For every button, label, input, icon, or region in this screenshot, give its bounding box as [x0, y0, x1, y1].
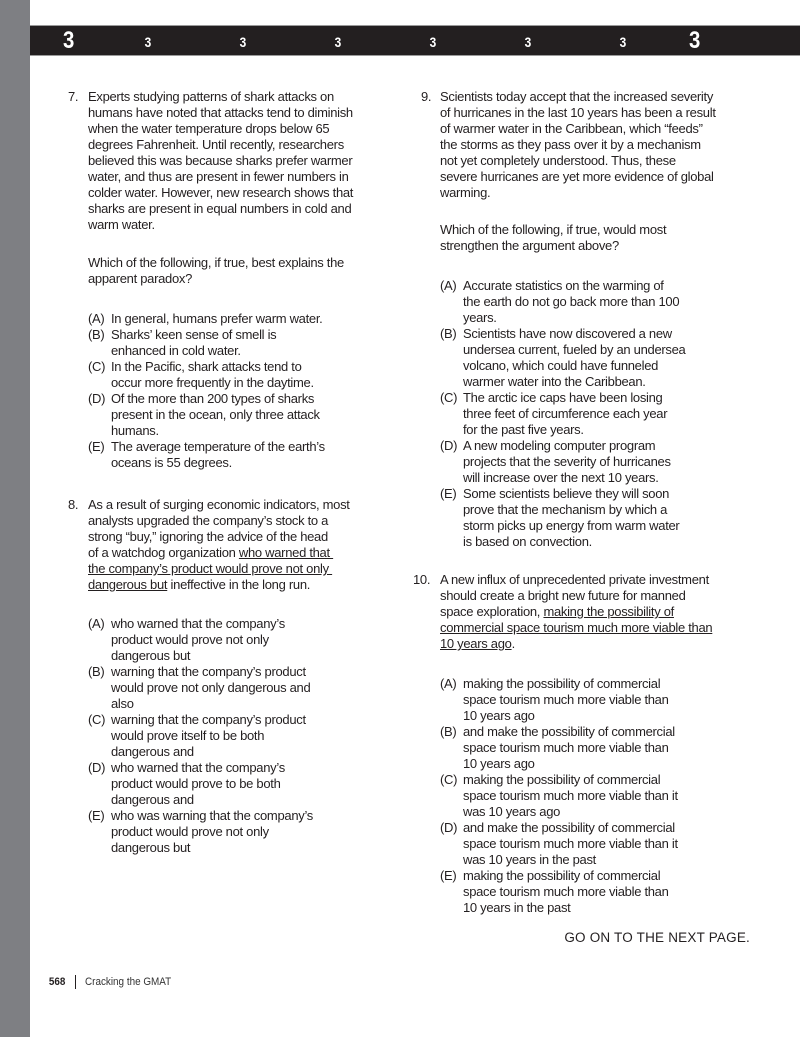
- choice-text: making the possibility of commercial: [463, 772, 661, 787]
- choice-text: volcano, which could have funneled: [463, 358, 659, 373]
- choice-text: space tourism much more viable than it: [463, 836, 678, 851]
- text-segment: ineffective in the long run.: [167, 577, 311, 592]
- choice-label: (D): [440, 820, 458, 835]
- choice-label: (D): [440, 438, 458, 453]
- question-prompt: [440, 222, 666, 254]
- text-segment: strong “buy,” ignoring the advice of the head: [88, 529, 328, 544]
- text-segment: A new influx of unprecedented private investment: [440, 572, 709, 587]
- choice-text: warmer water into the Caribbean.: [463, 374, 646, 389]
- text-line: not yet completely understood. Thus, these: [440, 153, 676, 168]
- text-line: Scientists today accept that the increased severity: [440, 89, 714, 104]
- text-line: the storms as they pass over it by a mechanism: [440, 137, 701, 152]
- go-on-notice: GO ON TO THE NEXT PAGE.: [564, 930, 750, 945]
- choice-label: (A): [88, 311, 105, 326]
- answer-choice: [88, 391, 325, 439]
- text-segment: of a watchdog organization: [88, 545, 239, 560]
- choice-text: Of the more than 200 types of sharks: [111, 391, 315, 406]
- section-number: 3: [429, 34, 437, 50]
- page-edge-tab: [0, 0, 30, 1037]
- text-line: of hurricanes in the last 10 years has been a result: [440, 105, 716, 120]
- section-number: 3: [239, 34, 247, 50]
- choice-text: 10 years ago: [463, 708, 535, 723]
- choice-text: warning that the company’s product: [111, 712, 306, 727]
- text-line: [440, 604, 712, 620]
- answer-choice: [440, 390, 685, 438]
- answer-choice: [88, 808, 313, 856]
- choice-text: making the possibility of commercial: [463, 868, 661, 883]
- choice-text: humans.: [111, 423, 159, 438]
- answer-choice: [88, 760, 313, 808]
- answer-choice: [440, 724, 678, 772]
- choice-text: who warned that the company’s: [111, 760, 285, 775]
- text-line: [88, 513, 350, 529]
- choice-text: was 10 years ago: [463, 804, 561, 819]
- underlined-text: dangerous but: [88, 577, 168, 592]
- text-line: [88, 545, 350, 561]
- choice-label: (B): [440, 326, 457, 341]
- choice-text: product would prove not only: [111, 824, 269, 839]
- answer-choice: [440, 772, 678, 820]
- choice-text: space tourism much more viable than it: [463, 788, 678, 803]
- choice-label: (A): [440, 676, 457, 691]
- answer-choice: [440, 486, 685, 550]
- text-line: warming.: [440, 185, 491, 200]
- answer-choice: [88, 359, 325, 391]
- question-stem: [440, 572, 712, 652]
- answer-choice: [88, 327, 325, 359]
- choice-label: (C): [440, 772, 458, 787]
- choice-text: product would prove not only: [111, 632, 269, 647]
- choice-text: enhanced in cold water.: [111, 343, 241, 358]
- question-number: 8.: [68, 497, 79, 512]
- choice-label: (E): [440, 486, 457, 501]
- choice-text: 10 years in the past: [463, 900, 571, 915]
- question-number: 9.: [421, 89, 432, 104]
- text-line: Which of the following, if true, would most: [440, 222, 667, 237]
- answer-choices: [440, 278, 685, 550]
- choice-text: oceans is 55 degrees.: [111, 455, 232, 470]
- answer-choice: [88, 439, 325, 471]
- choice-text: space tourism much more viable than: [463, 884, 669, 899]
- page-number: 568: [48, 976, 66, 988]
- choice-label: (C): [88, 712, 106, 727]
- choice-text: would prove not only dangerous and: [111, 680, 311, 695]
- choice-text: also: [111, 696, 134, 711]
- answer-choices: [88, 311, 325, 471]
- text-line: severe hurricanes are yet more evidence of global: [440, 169, 714, 184]
- choice-text: was 10 years in the past: [463, 852, 596, 867]
- underlined-text: who warned that: [238, 545, 334, 560]
- section-number: 3: [144, 34, 152, 50]
- choice-text: dangerous but: [111, 840, 191, 855]
- choice-text: present in the ocean, only three attack: [111, 407, 320, 422]
- underlined-text: 10 years ago: [440, 636, 512, 651]
- choice-text: The arctic ice caps have been losing: [463, 390, 663, 405]
- section-number: 3: [334, 34, 342, 50]
- choice-label: (B): [440, 724, 457, 739]
- choice-text: Accurate statistics on the warming of: [463, 278, 664, 293]
- choice-label: (E): [88, 439, 105, 454]
- answer-choice: [88, 664, 313, 712]
- choice-text: would prove itself to be both: [111, 728, 265, 743]
- question-stem: [440, 89, 716, 201]
- choice-label: (D): [88, 760, 106, 775]
- choice-text: dangerous and: [111, 792, 194, 807]
- section-number: 3: [63, 27, 75, 54]
- choice-text: In general, humans prefer warm water.: [111, 311, 323, 326]
- text-line: [88, 497, 350, 513]
- choice-text: product would prove to be both: [111, 776, 281, 791]
- choice-text: space tourism much more viable than: [463, 740, 669, 755]
- answer-choice: [440, 820, 678, 868]
- choice-text: storm picks up energy from warm water: [463, 518, 680, 533]
- text-segment: As a result of surging economic indicators, most: [88, 497, 350, 512]
- text-segment: .: [511, 636, 515, 651]
- choice-label: (B): [88, 327, 105, 342]
- answer-choice: [440, 676, 678, 724]
- text-line: water, and thus are present in fewer numbers in: [88, 169, 349, 184]
- choice-text: The average temperature of the earth’s: [111, 439, 325, 454]
- choice-text: undersea current, fueled by an undersea: [463, 342, 686, 357]
- text-line: [440, 620, 712, 636]
- choice-text: who was warning that the company’s: [111, 808, 314, 823]
- text-line: [88, 529, 350, 545]
- choice-text: occur more frequently in the daytime.: [111, 375, 314, 390]
- text-line: humans have noted that attacks tend to diminish: [88, 105, 353, 120]
- choice-text: 10 years ago: [463, 756, 535, 771]
- question-stem: [88, 497, 350, 593]
- underlined-text: the company’s product would prove not only: [88, 561, 333, 576]
- text-line: degrees Fahrenheit. Until recently, researchers: [88, 137, 344, 152]
- question-stem: [88, 89, 353, 233]
- underlined-text: making the possibility of: [543, 604, 674, 619]
- question-prompt: [88, 255, 344, 287]
- text-segment: should create a bright new future for manned: [440, 588, 686, 603]
- choice-text: Sharks’ keen sense of smell is: [111, 327, 277, 342]
- choice-label: (D): [88, 391, 106, 406]
- choice-text: space tourism much more viable than: [463, 692, 669, 707]
- text-segment: space exploration,: [440, 604, 544, 619]
- question-number: 10.: [413, 572, 431, 587]
- answer-choice: [440, 278, 685, 326]
- answer-choices: [440, 676, 678, 916]
- choice-text: and make the possibility of commercial: [463, 820, 675, 835]
- section-number: 3: [689, 27, 701, 54]
- choice-text: warning that the company’s product: [111, 664, 306, 679]
- choice-text: A new modeling computer program: [463, 438, 656, 453]
- answer-choice: [440, 438, 685, 486]
- text-line: colder water. However, new research shows that: [88, 185, 354, 200]
- choice-text: the earth do not go back more than 100: [463, 294, 680, 309]
- text-line: believed this was because sharks prefer warmer: [88, 153, 353, 168]
- text-line: apparent paradox?: [88, 271, 193, 286]
- text-line: strengthen the argument above?: [440, 238, 619, 253]
- section-number: 3: [524, 34, 532, 50]
- text-line: warm water.: [88, 217, 155, 232]
- text-line: when the water temperature drops below 65: [88, 121, 330, 136]
- answer-choices: [88, 616, 313, 856]
- choice-label: (A): [440, 278, 457, 293]
- choice-text: three feet of circumference each year: [463, 406, 668, 421]
- answer-choice: [88, 712, 313, 760]
- text-line: of warmer water in the Caribbean, which “feeds”: [440, 121, 703, 136]
- choice-label: (E): [440, 868, 457, 883]
- text-segment: analysts upgraded the company’s stock to a: [88, 513, 329, 528]
- page-footer: [48, 975, 181, 989]
- text-line: Which of the following, if true, best explains the: [88, 255, 344, 270]
- choice-text: years.: [463, 310, 497, 325]
- text-line: [88, 577, 350, 593]
- choice-text: will increase over the next 10 years.: [463, 470, 659, 485]
- choice-text: and make the possibility of commercial: [463, 724, 675, 739]
- choice-text: Some scientists believe they will soon: [463, 486, 670, 501]
- choice-text: who warned that the company’s: [111, 616, 285, 631]
- choice-text: prove that the mechanism by which a: [463, 502, 668, 517]
- footer-divider: [75, 975, 76, 989]
- choice-text: dangerous but: [111, 648, 191, 663]
- underlined-text: commercial space tourism much more viable than: [440, 620, 713, 635]
- choice-label: (B): [88, 664, 105, 679]
- choice-text: making the possibility of commercial: [463, 676, 661, 691]
- question-number: 7.: [68, 89, 79, 104]
- text-line: Experts studying patterns of shark attacks on: [88, 89, 334, 104]
- choice-text: is based on convection.: [463, 534, 592, 549]
- choice-text: projects that the severity of hurricanes: [463, 454, 671, 469]
- choice-label: (C): [88, 359, 106, 374]
- text-line: [88, 561, 350, 577]
- choice-text: dangerous and: [111, 744, 194, 759]
- text-line: sharks are present in equal numbers in cold and: [88, 201, 352, 216]
- answer-choice: [88, 616, 313, 664]
- choice-label: (A): [88, 616, 105, 631]
- text-line: [440, 572, 712, 588]
- answer-choice: [440, 326, 685, 390]
- section-number: 3: [619, 34, 627, 50]
- section-header-band: [30, 25, 800, 56]
- choice-text: for the past five years.: [463, 422, 584, 437]
- answer-choice: [88, 311, 325, 327]
- choice-label: (E): [88, 808, 105, 823]
- book-title: Cracking the GMAT: [85, 976, 172, 988]
- text-line: [440, 636, 712, 652]
- choice-text: Scientists have now discovered a new: [463, 326, 672, 341]
- text-line: [440, 588, 712, 604]
- answer-choice: [440, 868, 678, 916]
- choice-text: In the Pacific, shark attacks tend to: [111, 359, 302, 374]
- choice-label: (C): [440, 390, 458, 405]
